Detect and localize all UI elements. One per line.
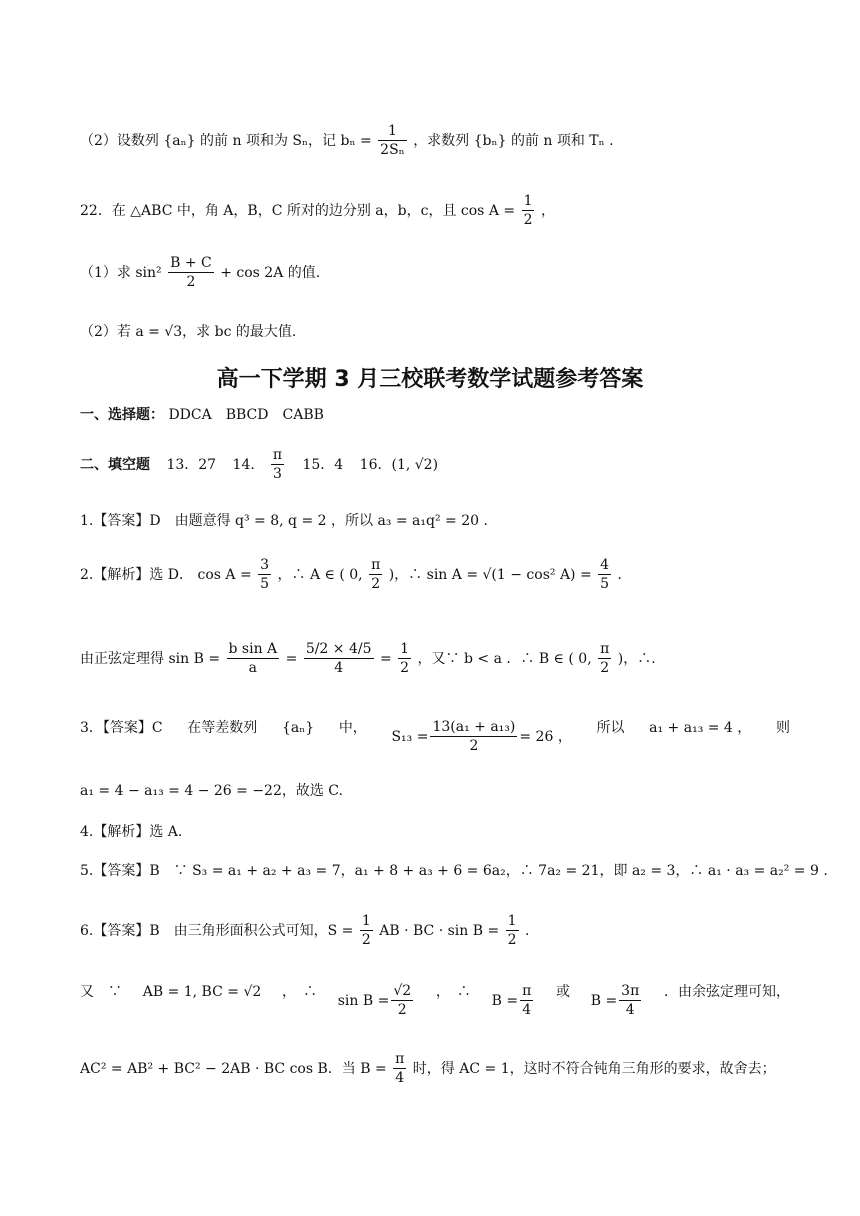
- answer-3: 3．【答案】C 在等差数列 {aₙ} 中， S₁₃ = $\frac{\text{13(a₁ + a₁₃)}}{2}$ = 26 ， 所以 a₁ + a₁₃ = 4 ， 则: [80, 719, 790, 754]
- answer-6: 6.【答案】B 由三角形面积公式可知，S = $\frac{1}{2}$ AB · BC · sin B = $\frac{1}{2}$ .: [80, 913, 530, 948]
- answer-3-continued: a₁ = 4 − a₁₃ = 4 − 26 = −22，故选 C.: [80, 783, 343, 799]
- question-22: 22．在 △ABC 中，角 A，B，C 所对的边分别 a，b，c，且 cos A = $\frac{1}{2}$ ，: [80, 193, 555, 228]
- q21-seq-a: {aₙ}: [163, 132, 196, 149]
- section1-label: 一、选择题：: [80, 407, 164, 423]
- section1-answers: DDCA BBCD CABB: [168, 407, 324, 423]
- answer-14-fraction: $\frac{\pi}{3}$: [272, 447, 283, 482]
- answer-4: 4.【解析】选 A.: [80, 824, 183, 840]
- answer-2: 2.【解析】选 D． cos A = $\frac{3}{5}$ ，∴ A ∈ ( 0, $\frac{\pi}{2}$ )，∴ sin A = √(1 − cos² A) = $\frac{4}{5}$ .: [80, 557, 622, 592]
- q21-mid1: 的前 n 项和为 Sₙ，记 bₙ =: [200, 132, 372, 149]
- answer-5: 5.【答案】B ∵ S₃ = a₁ + a₂ + a₃ = 7，a₁ + 8 + a₃ + 6 = 6a₂，∴ 7a₂ = 21，即 a₂ = 3，∴ a₁ · a₃ = a₂² = 9 .: [80, 863, 828, 879]
- section2-label: 二、填空题: [80, 456, 150, 473]
- q21-prefix: （2）设数列: [80, 132, 159, 149]
- question-22-part-1: （1）求 sin² $\frac{B + C}{2}$ + cos 2A 的值.: [80, 255, 321, 290]
- answer-2-continued: 由正弦定理得 sin B = $\frac{\text{b sin A}}{a}$ = $\frac{5/2 \times 4/5}{4}$ = $\frac{1}{2}$ ，又∵ b < a ．∴ B ∈ ( 0, $\frac{\pi}{2}$ )，∴.: [80, 641, 656, 676]
- answer-6-continued-2: AC² = AB² + BC² − 2AB · BC cos B．当 B = $\frac{\pi}{4}$ 时，得 AC = 1，这时不符合钝角三角形的要求，故舍去；: [80, 1051, 776, 1086]
- q22-fraction: $\frac{1}{2}$: [523, 193, 533, 228]
- section-multiple-choice: [80, 405, 790, 425]
- q21-seq-b: {bₙ}: [473, 132, 507, 149]
- section-fill-blank: 二、填空题 13．27 14． $\frac{\pi}{3}$ 15．4 16．(1, √2): [80, 447, 439, 482]
- q21-suffix: 的前 n 项和 Tₙ .: [510, 132, 614, 149]
- answer-6-continued: 又 ∵ AB = 1, BC = √2 ， ∴ sin B = $\frac{√2}{2}$ ， ∴ B = $\frac{\pi}{4}$ 或 B = $\frac{3\pi}{4}$ ．由余弦定理可知，: [80, 983, 790, 1018]
- q22-1-fraction: $\frac{B + C}{2}$: [170, 255, 212, 290]
- answer-1: 1.【答案】D 由题意得 q³ = 8, q = 2 ，所以 a₃ = a₁q² = 20 .: [80, 513, 488, 529]
- question-21-part-2: [80, 122, 790, 159]
- question-22-part-2: （2）若 a = √3，求 bc 的最大值.: [80, 324, 297, 340]
- answer-title: 高一下学期 3 月三校联考数学试题参考答案: [216, 367, 644, 392]
- q21-mid2: ，求数列: [413, 132, 470, 149]
- q21-fraction: $\frac{1}{\text{2Sₙ}}$: [380, 123, 405, 158]
